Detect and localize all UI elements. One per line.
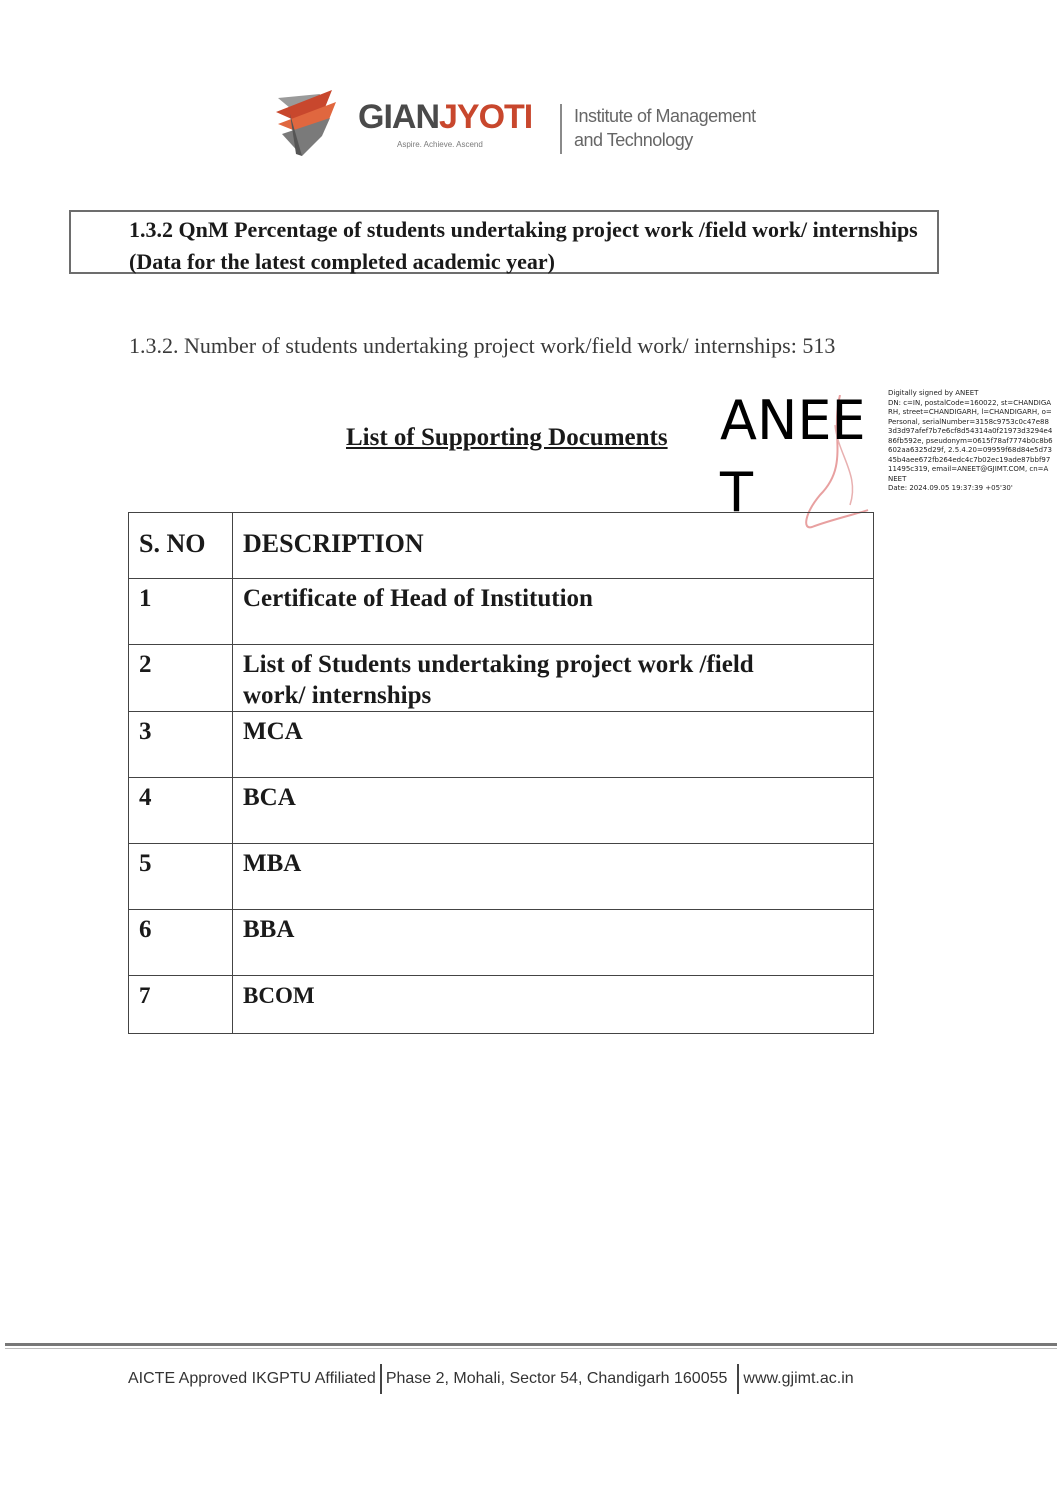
- sno-header: S. NO: [129, 513, 233, 579]
- wing-emblem-icon: [272, 84, 352, 164]
- brand-tagline: Aspire. Achieve. Ascend: [397, 140, 483, 149]
- table-header-row: [129, 513, 874, 579]
- footer-affiliation: AICTE Approved IKGPTU Affiliated: [128, 1370, 376, 1387]
- row-sno: 5: [129, 844, 233, 910]
- institute-name: Institute of Management and Technology: [574, 106, 756, 150]
- row-description: MBA: [233, 844, 874, 910]
- logo-divider: [560, 104, 562, 154]
- row-description: MCA: [233, 712, 874, 778]
- footer-divider: [5, 1343, 1057, 1346]
- table-row: [129, 778, 874, 844]
- table-row: [129, 910, 874, 976]
- footer-website-link[interactable]: www.gjimt.ac.in: [743, 1370, 854, 1387]
- footer-separator: [380, 1364, 382, 1394]
- row-description: Certificate of Head of Institution: [233, 579, 874, 645]
- footer-divider-thin: [5, 1348, 1057, 1349]
- row-sno: 1: [129, 579, 233, 645]
- signature-name: ANEET: [720, 389, 866, 524]
- supporting-documents-table: [128, 512, 874, 1034]
- list-title: List of Supporting Documents: [346, 424, 668, 451]
- footer-separator: [737, 1364, 739, 1394]
- institution-logo: [272, 84, 792, 164]
- table-row: [129, 579, 874, 645]
- row-description: BCOM: [233, 976, 874, 1034]
- table-row: [129, 712, 874, 778]
- row-sno: 6: [129, 910, 233, 976]
- table-row: [129, 844, 874, 910]
- qnm-heading: 1.3.2 QnM Percentage of students undertaking project work /field work/ internships (Data for the latest completed academic year): [129, 217, 918, 274]
- row-sno: 7: [129, 976, 233, 1034]
- row-sno: 2: [129, 645, 233, 712]
- row-sno: 3: [129, 712, 233, 778]
- table-row: [129, 976, 874, 1034]
- footer-address: Phase 2, Mohali, Sector 54, Chandigarh 160055: [385, 1370, 728, 1387]
- qnm-heading-box: [69, 210, 939, 274]
- row-sno: 4: [129, 778, 233, 844]
- brand-name: GIANJYOTI: [358, 98, 533, 136]
- description-header: DESCRIPTION: [233, 513, 874, 579]
- row-description: BBA: [233, 910, 874, 976]
- table-row: [129, 645, 874, 712]
- row-description: List of Students undertaking project work /field work/ internships: [233, 645, 874, 712]
- signature-details: Digitally signed by ANEET DN: c=IN, postalCode=160022, st=CHANDIGARH, street=CHANDIGARH, l=CHANDIGARH, o=Personal, serialNumber=3158c9753c0c47e883d3d97afef7b7e6cf8d54314a0f21973d3294e486fb592e, pseudonym=0615f78af7774b0c8b6602aa6325d29f, 2.5.4.20=09959f68d84e5d7345b4aee672fb264edc4c7b02ec19ade87bbf9711495c319, email=ANEET@GJIMT.COM, cn=ANEET Date: 2024.09.05 19:37:39 +05'30': [888, 389, 1053, 492]
- page-footer: [128, 1364, 854, 1394]
- student-count-line: 1.3.2. Number of students undertaking project work/field work/ internships: 513: [129, 333, 836, 358]
- row-description: BCA: [233, 778, 874, 844]
